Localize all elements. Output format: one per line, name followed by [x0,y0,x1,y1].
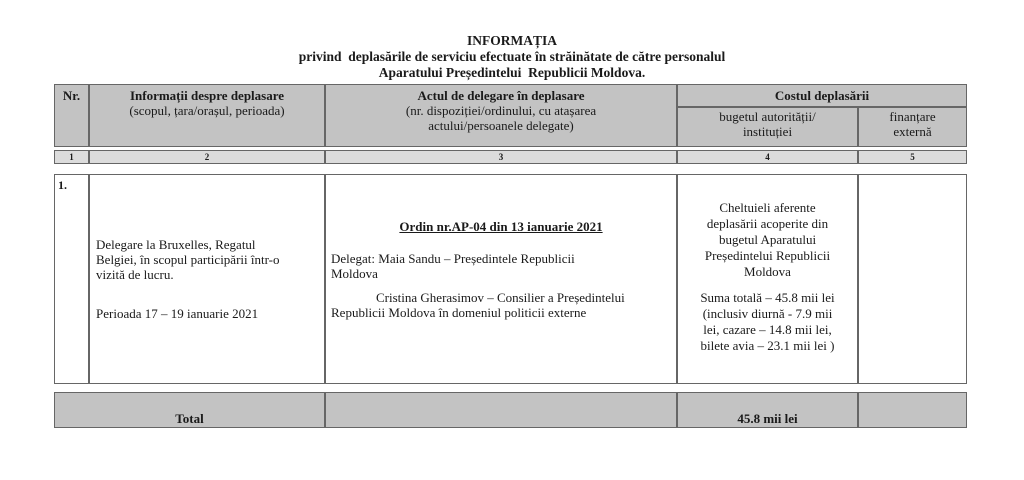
row-divider-2 [324,174,326,384]
header-cost-title: Costul deplasării [774,88,870,103]
header-act-sub-line1: (nr. dispoziției/ordinului, cu atașarea [405,103,597,118]
trip-period: Perioada 17 – 19 ianuarie 2021 [96,306,259,321]
delegate-line1: Delegat: Maia Sandu – Președintele Republicii [331,251,575,266]
header-budget-line2: instituției [742,124,793,139]
header-act-title: Actul de delegare în deplasare [417,88,585,103]
header-budget-line1: bugetul autorității/ [719,109,816,124]
header-external-line1: finanțare [889,109,936,124]
total-budget-value: 45.8 mii lei [737,411,798,426]
cost-line-3: bugetul Aparatului [718,232,817,247]
total-divider-3 [857,392,859,428]
column-number-1: 1 [69,152,74,162]
column-number-3: 3 [498,152,504,162]
header-info-title: Informații despre deplasare [129,88,285,103]
row-divider-4 [857,174,859,384]
cost-line-8: lei, cazare – 14.8 mii lei, [703,322,832,337]
cost-line-5: Moldova [744,264,791,279]
cost-line-2: deplasării acoperite din [706,216,829,231]
delegate-line4: Republicii Moldova în domeniul politicii externe [331,305,587,320]
cost-line-6: Suma totală – 45.8 mii lei [700,290,835,305]
header-nr: Nr. [62,88,81,103]
cost-line-4: Președintelui Republicii [704,248,831,263]
trip-info-line3: vizită de lucru. [96,267,174,282]
total-label: Total [175,411,204,426]
total-divider-1 [324,392,326,428]
trip-info-line2: Belgiei, în scopul participării într-o [96,252,280,267]
cost-line-7: (inclusiv diurnă - 7.9 mii [702,306,833,321]
column-number-4: 4 [765,152,770,162]
column-number-5: 5 [910,152,915,162]
cost-subheader-divider [677,106,967,108]
document-subtitle-line2: Aparatului Președintelui Republicii Moldova. [378,65,646,80]
column-number-2: 2 [204,152,210,162]
document-title-block [0,33,1024,81]
document-subtitle-line1: privind deplasările de serviciu efectuate în străinătate de către personalul [298,49,726,64]
header-external-line2: externă [893,124,932,139]
delegate-line2: Moldova [331,266,378,281]
row-divider-1 [88,174,90,384]
row-number: 1. [58,178,67,192]
order-reference: Ordin nr.AP-04 din 13 ianuarie 2021 [399,219,603,234]
header-act-sub-line2: actului/persoanele delegate) [428,118,574,133]
cost-line-1: Cheltuieli aferente [719,200,816,215]
trip-info-line1: Delegare la Bruxelles, Regatul [96,237,256,252]
cost-line-9: bilete avia – 23.1 mii lei ) [700,338,835,353]
header-info-subtitle: (scopul, țara/orașul, perioada) [129,103,285,118]
document-title: INFORMAȚIA [467,33,557,48]
delegate-line3: Cristina Gherasimov – Consilier a Președintelui [376,290,625,305]
